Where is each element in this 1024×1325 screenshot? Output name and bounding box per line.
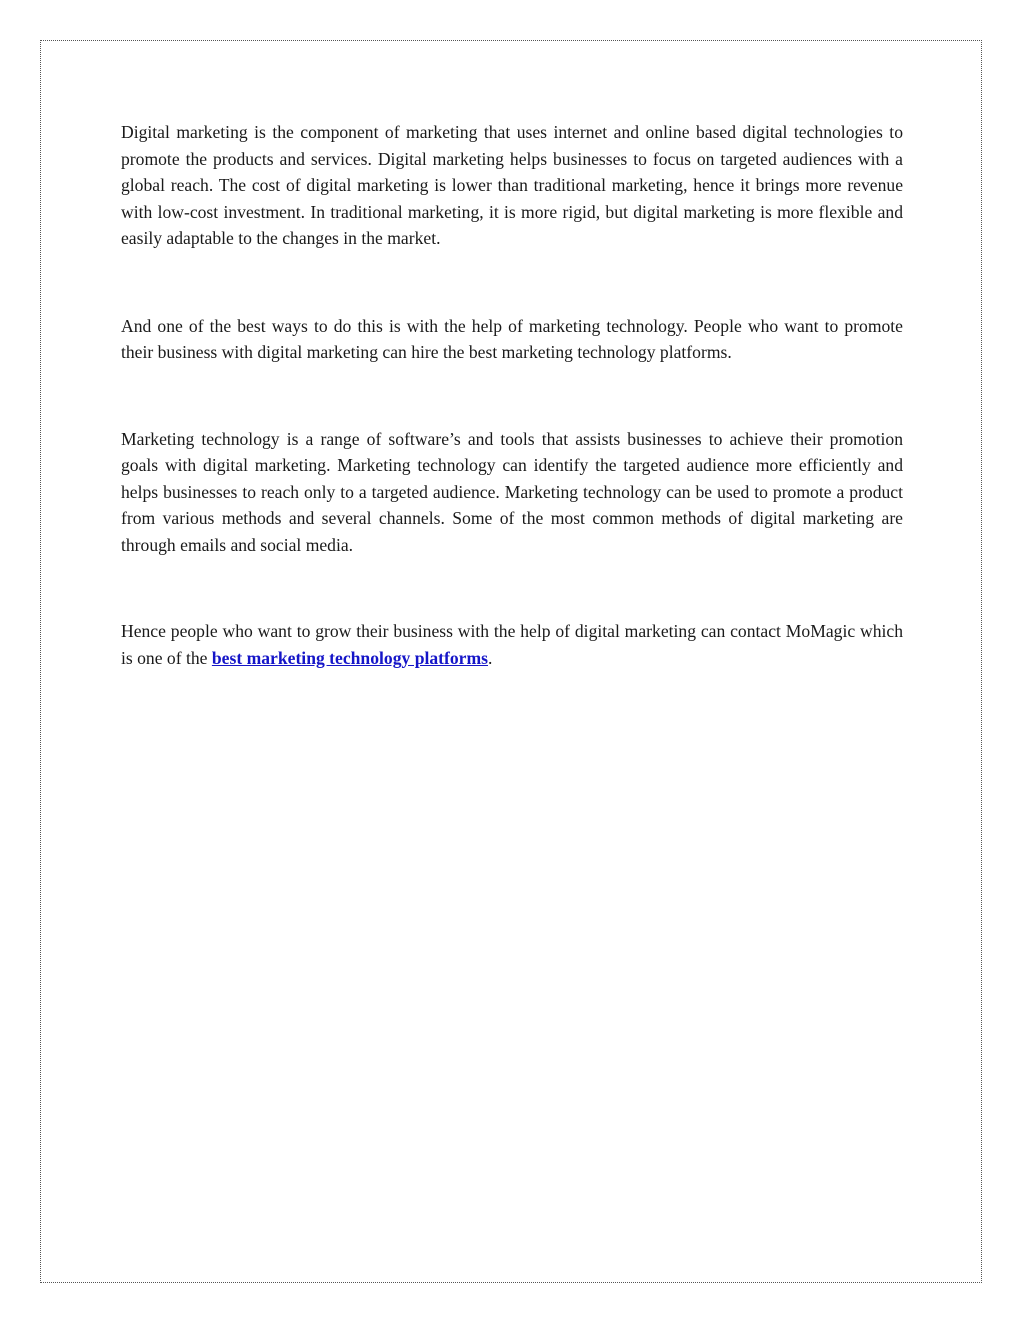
closing-period: .	[488, 647, 493, 668]
paragraph-best-ways: And one of the best ways to do this is with the help of marketing technology. People who want to promote their business with digital marketing can hire the best marketing technology platforms.	[121, 315, 903, 362]
document-body	[121, 119, 903, 671]
best-marketing-technology-platforms-link[interactable]: best marketing technology platforms	[211, 647, 488, 668]
closing-text: Hence people who want to grow their business with the help of digital marketing can contact MoMagic which is one of the	[121, 621, 903, 668]
paragraph-digital-marketing: Digital marketing is the component of marketing that uses internet and online based digital technologies to promote the products and services. Digital marketing helps businesses to focus on targeted audiences with a global reach. The cost of digital marketing is lower than traditional marketing, hence it brings more revenue with low-cost investment. In traditional marketing, it is more rigid, but digital marketing is more flexible and easily adaptable to the changes in the market.	[121, 122, 903, 248]
paragraph-closing	[121, 618, 903, 671]
paragraph-marketing-technology: Marketing technology is a range of software’s and tools that assists businesses to achieve their promotion goals with digital marketing. Marketing technology can identify the targeted audience more efficiently and helps businesses to reach only to a targeted audience. Marketing technology can be used to promote a product from various methods and several channels. Some of the most common methods of digital marketing are through emails and social media.	[121, 428, 903, 555]
